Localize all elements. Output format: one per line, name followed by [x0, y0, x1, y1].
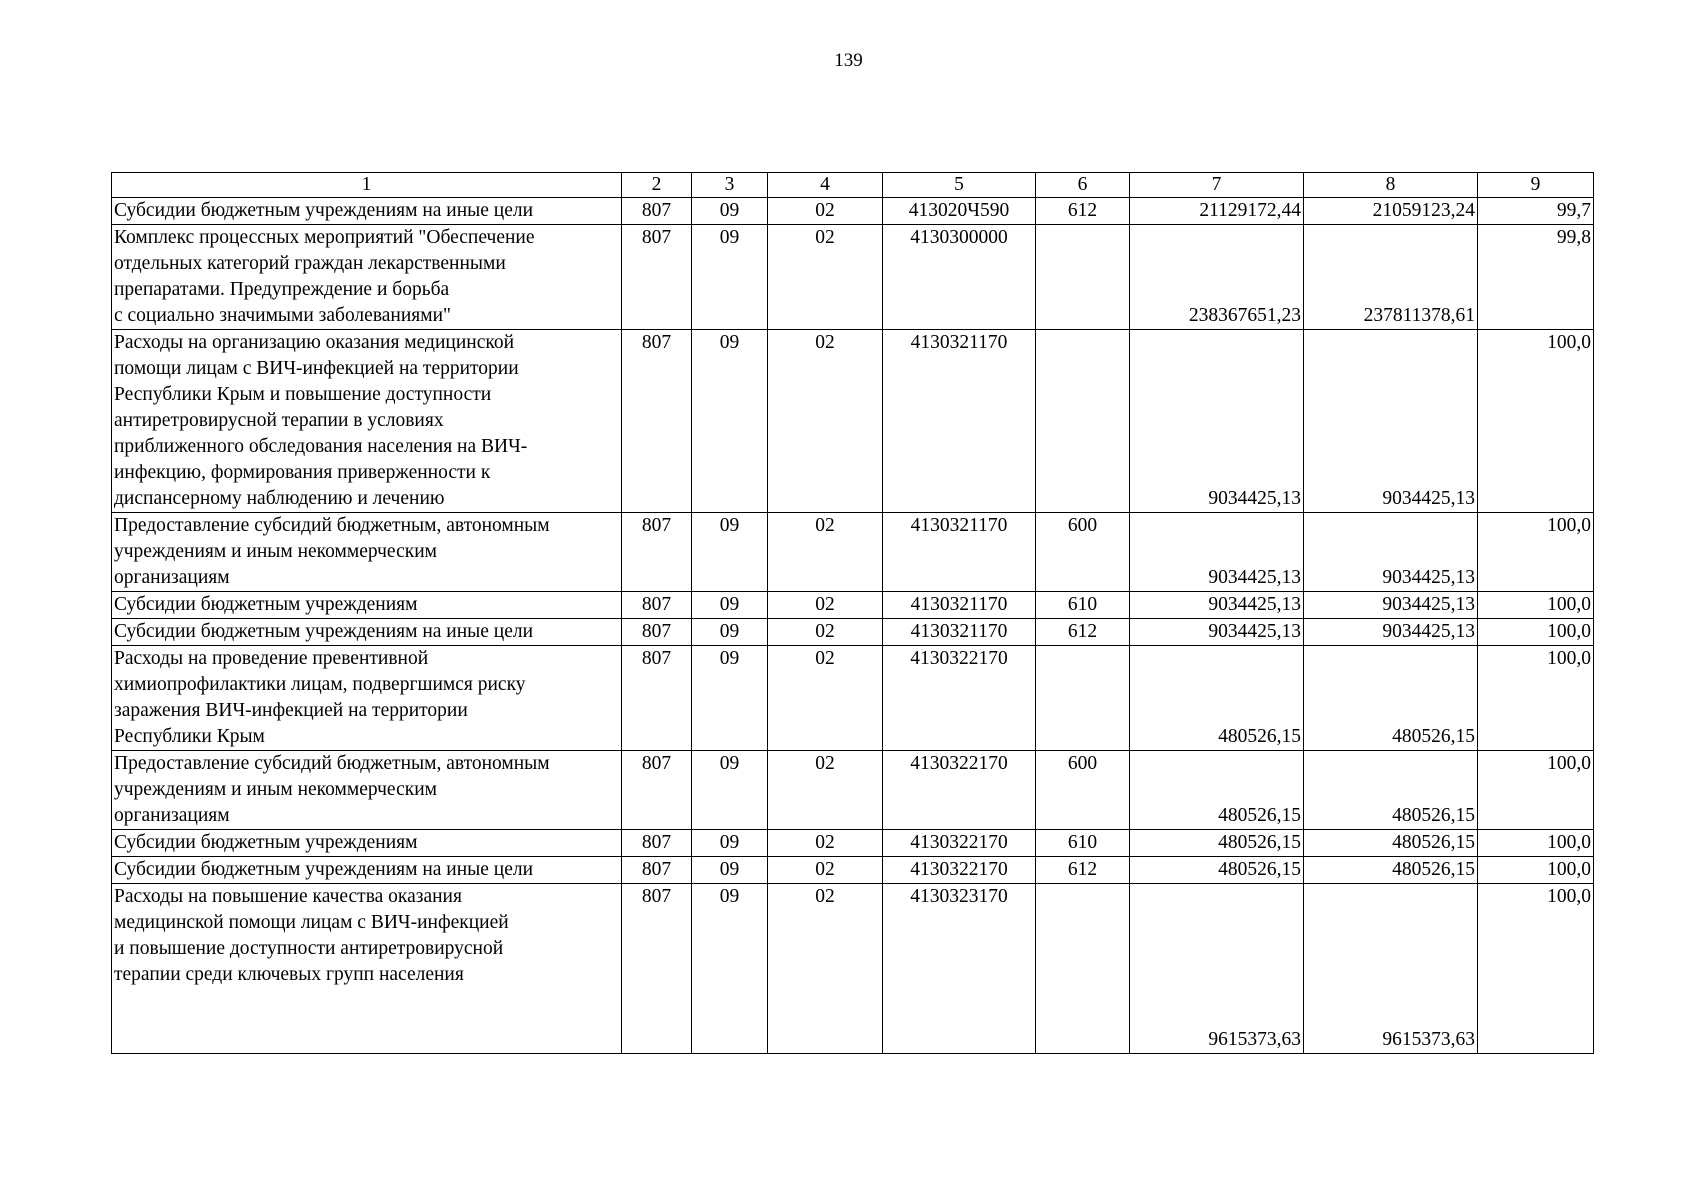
- admin-code-cell: 807: [622, 646, 692, 751]
- table-row: [112, 857, 1594, 884]
- subsection-code-cell: 02: [768, 751, 883, 830]
- row-name-cell: Предоставление субсидий бюджетным, автономным учреждениям и иным некоммерческим организациям: [112, 751, 622, 830]
- section-code-cell: 09: [692, 198, 768, 225]
- table-row: [112, 225, 1594, 330]
- header-cell: 5: [883, 173, 1036, 198]
- executed-amount-cell: 9034425,13: [1304, 513, 1478, 592]
- row-name-cell: Расходы на повышение качества оказания медицинской помощи лицам с ВИЧ-инфекцией и повышение доступности антиретровирусной терапии среди ключевых групп населения: [112, 884, 622, 1054]
- percent-cell: 100,0: [1478, 592, 1594, 619]
- header-cell: 8: [1304, 173, 1478, 198]
- subsection-code-cell: 02: [768, 198, 883, 225]
- expense-type-cell: 612: [1036, 198, 1130, 225]
- planned-amount-cell: 9615373,63: [1130, 884, 1304, 1054]
- header-cell: 3: [692, 173, 768, 198]
- percent-cell: 100,0: [1478, 884, 1594, 1054]
- executed-amount-cell: 21059123,24: [1304, 198, 1478, 225]
- section-code-cell: 09: [692, 225, 768, 330]
- section-code-cell: 09: [692, 884, 768, 1054]
- target-article-cell: 4130321170: [883, 592, 1036, 619]
- budget-table: [111, 172, 1594, 1054]
- section-code-cell: 09: [692, 857, 768, 884]
- percent-cell: 100,0: [1478, 513, 1594, 592]
- target-article-cell: 4130300000: [883, 225, 1036, 330]
- expense-type-cell: 612: [1036, 857, 1130, 884]
- admin-code-cell: 807: [622, 857, 692, 884]
- expense-type-cell: 600: [1036, 751, 1130, 830]
- planned-amount-cell: 21129172,44: [1130, 198, 1304, 225]
- admin-code-cell: 807: [622, 225, 692, 330]
- executed-amount-cell: 9034425,13: [1304, 330, 1478, 513]
- expense-type-cell: 600: [1036, 513, 1130, 592]
- executed-amount-cell: 480526,15: [1304, 857, 1478, 884]
- executed-amount-cell: 480526,15: [1304, 751, 1478, 830]
- section-code-cell: 09: [692, 646, 768, 751]
- admin-code-cell: 807: [622, 513, 692, 592]
- executed-amount-cell: 9034425,13: [1304, 592, 1478, 619]
- row-name-cell: Субсидии бюджетным учреждениям на иные цели: [112, 857, 622, 884]
- table-row: [112, 330, 1594, 513]
- subsection-code-cell: 02: [768, 857, 883, 884]
- expense-type-cell: [1036, 884, 1130, 1054]
- target-article-cell: 4130322170: [883, 830, 1036, 857]
- expense-type-cell: 610: [1036, 830, 1130, 857]
- target-article-cell: 413020Ч590: [883, 198, 1036, 225]
- header-cell: 7: [1130, 173, 1304, 198]
- table-row: [112, 751, 1594, 830]
- row-name-cell: Расходы на проведение превентивной химиопрофилактики лицам, подвергшимся риску заражения ВИЧ-инфекцией на территории Республики Крым: [112, 646, 622, 751]
- planned-amount-cell: 9034425,13: [1130, 619, 1304, 646]
- expense-type-cell: [1036, 646, 1130, 751]
- percent-cell: 100,0: [1478, 857, 1594, 884]
- subsection-code-cell: 02: [768, 592, 883, 619]
- table-row: [112, 592, 1594, 619]
- subsection-code-cell: 02: [768, 225, 883, 330]
- planned-amount-cell: 480526,15: [1130, 830, 1304, 857]
- expense-type-cell: [1036, 225, 1130, 330]
- table-row: [112, 830, 1594, 857]
- percent-cell: 99,8: [1478, 225, 1594, 330]
- section-code-cell: 09: [692, 330, 768, 513]
- target-article-cell: 4130321170: [883, 330, 1036, 513]
- percent-cell: 100,0: [1478, 751, 1594, 830]
- planned-amount-cell: 9034425,13: [1130, 513, 1304, 592]
- admin-code-cell: 807: [622, 619, 692, 646]
- section-code-cell: 09: [692, 751, 768, 830]
- table-row: [112, 884, 1594, 1054]
- admin-code-cell: 807: [622, 330, 692, 513]
- percent-cell: 100,0: [1478, 330, 1594, 513]
- table-row: [112, 513, 1594, 592]
- section-code-cell: 09: [692, 830, 768, 857]
- percent-cell: 100,0: [1478, 619, 1594, 646]
- page-number: 139: [834, 50, 863, 71]
- target-article-cell: 4130322170: [883, 751, 1036, 830]
- target-article-cell: 4130323170: [883, 884, 1036, 1054]
- target-article-cell: 4130321170: [883, 513, 1036, 592]
- admin-code-cell: 807: [622, 884, 692, 1054]
- planned-amount-cell: 9034425,13: [1130, 330, 1304, 513]
- planned-amount-cell: 480526,15: [1130, 751, 1304, 830]
- section-code-cell: 09: [692, 513, 768, 592]
- expense-type-cell: [1036, 330, 1130, 513]
- executed-amount-cell: 9615373,63: [1304, 884, 1478, 1054]
- subsection-code-cell: 02: [768, 513, 883, 592]
- row-name-cell: Субсидии бюджетным учреждениям на иные цели: [112, 619, 622, 646]
- percent-cell: 99,7: [1478, 198, 1594, 225]
- table-row: [112, 646, 1594, 751]
- target-article-cell: 4130322170: [883, 857, 1036, 884]
- section-code-cell: 09: [692, 619, 768, 646]
- target-article-cell: 4130321170: [883, 619, 1036, 646]
- row-name-cell: Субсидии бюджетным учреждениям на иные цели: [112, 198, 622, 225]
- subsection-code-cell: 02: [768, 619, 883, 646]
- percent-cell: 100,0: [1478, 830, 1594, 857]
- admin-code-cell: 807: [622, 751, 692, 830]
- row-name-cell: Комплекс процессных мероприятий "Обеспечение отдельных категорий граждан лекарственными препаратами. Предупреждение и борьба с социально значимыми заболеваниями": [112, 225, 622, 330]
- executed-amount-cell: 9034425,13: [1304, 619, 1478, 646]
- planned-amount-cell: 238367651,23: [1130, 225, 1304, 330]
- expense-type-cell: 610: [1036, 592, 1130, 619]
- executed-amount-cell: 480526,15: [1304, 646, 1478, 751]
- header-cell: 9: [1478, 173, 1594, 198]
- subsection-code-cell: 02: [768, 830, 883, 857]
- subsection-code-cell: 02: [768, 646, 883, 751]
- admin-code-cell: 807: [622, 830, 692, 857]
- expense-type-cell: 612: [1036, 619, 1130, 646]
- row-name-cell: Субсидии бюджетным учреждениям: [112, 592, 622, 619]
- row-name-cell: Предоставление субсидий бюджетным, автономным учреждениям и иным некоммерческим организациям: [112, 513, 622, 592]
- planned-amount-cell: 480526,15: [1130, 857, 1304, 884]
- section-code-cell: 09: [692, 592, 768, 619]
- table-row: [112, 198, 1594, 225]
- row-name-cell: Расходы на организацию оказания медицинской помощи лицам с ВИЧ-инфекцией на территории Республики Крым и повышение доступности антиретровирусной терапии в условиях приближенного обследования населения на ВИЧ- инфекцию, формирования приверженности к диспансерному наблюдению и лечению: [112, 330, 622, 513]
- header-row: [112, 173, 1594, 198]
- header-cell: 1: [112, 173, 622, 198]
- subsection-code-cell: 02: [768, 884, 883, 1054]
- header-cell: 4: [768, 173, 883, 198]
- admin-code-cell: 807: [622, 198, 692, 225]
- planned-amount-cell: 480526,15: [1130, 646, 1304, 751]
- header-cell: 6: [1036, 173, 1130, 198]
- planned-amount-cell: 9034425,13: [1130, 592, 1304, 619]
- table-row: [112, 619, 1594, 646]
- row-name-cell: Субсидии бюджетным учреждениям: [112, 830, 622, 857]
- target-article-cell: 4130322170: [883, 646, 1036, 751]
- percent-cell: 100,0: [1478, 646, 1594, 751]
- header-cell: 2: [622, 173, 692, 198]
- executed-amount-cell: 237811378,61: [1304, 225, 1478, 330]
- executed-amount-cell: 480526,15: [1304, 830, 1478, 857]
- subsection-code-cell: 02: [768, 330, 883, 513]
- admin-code-cell: 807: [622, 592, 692, 619]
